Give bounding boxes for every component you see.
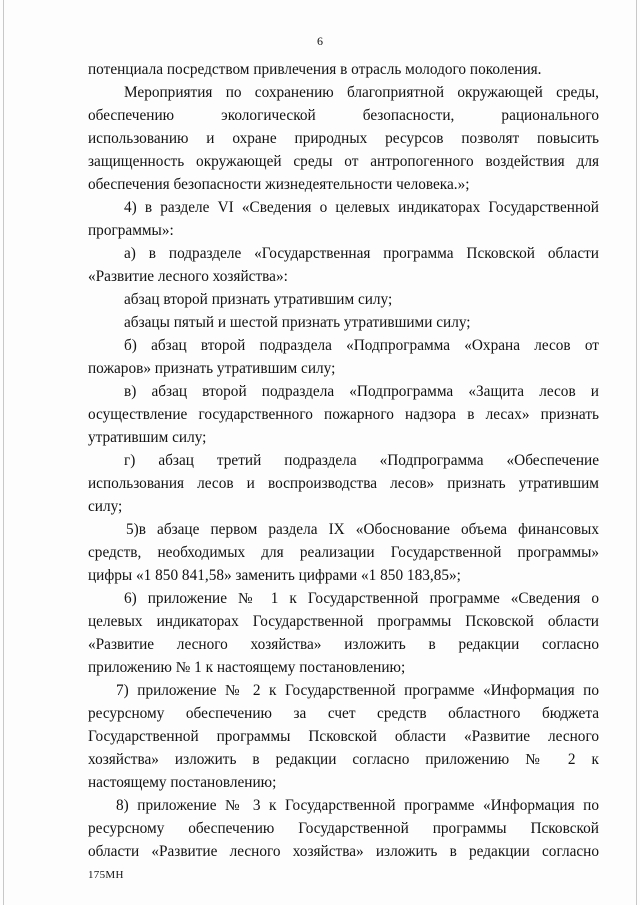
text-line: «Развитие лесного хозяйства» изложить в редакции согласно	[88, 636, 599, 653]
text-line: 7) приложение № 2 к Государственной программе «Информация по	[116, 682, 599, 699]
text-line: средств, необходимых для реализации Государственной программы»	[88, 544, 599, 561]
text-line: обеспечению экологической безопасности, рационального	[88, 107, 599, 124]
text-line: Государственной программы Псковской области «Развитие лесного	[88, 728, 599, 745]
text-line: «Развитие лесного хозяйства»:	[88, 268, 288, 285]
text-line: защищенность окружающей среды от антропогенного воздействия для	[88, 153, 599, 170]
text-line: 8) приложение № 3 к Государственной программе «Информация по	[116, 797, 599, 814]
text-line: использованию и охране природных ресурсов позволят повысить	[88, 130, 599, 147]
text-line: хозяйства» изложить в редакции согласно приложению № 2 к	[88, 751, 599, 768]
text-line: г) абзац третий подраздела «Подпрограмма «Обеспечение	[124, 452, 599, 469]
text-line: Мероприятия по сохранению благоприятной окружающей среды,	[124, 84, 599, 101]
text-line: пожаров» признать утратившим силу;	[88, 360, 336, 377]
text-line: утратившим силу;	[88, 429, 207, 446]
document-body	[88, 58, 599, 863]
text-line: 4) в разделе VI «Сведения о целевых индикаторах Государственной	[124, 199, 599, 216]
text-line: цифры «1 850 841,58» заменить цифрами «1 850 183,85»;	[88, 567, 461, 584]
text-line: а) в подразделе «Государственная программа Псковской области	[124, 245, 599, 262]
scan-edge-left	[3, 0, 4, 905]
text-line: ресурсному обеспечению за счет средств областного бюджета	[88, 705, 599, 722]
text-line: целевых индикаторах Государственной программы Псковской области	[88, 613, 599, 630]
document-code: 175МН	[88, 869, 124, 881]
text-line: настоящему постановлению;	[88, 774, 277, 791]
text-line: 6) приложение № 1 к Государственной программе «Сведения о	[124, 590, 599, 607]
text-line: абзац второй признать утратившим силу;	[124, 291, 393, 308]
text-line: абзацы пятый и шестой признать утратившими силу;	[124, 314, 471, 331]
text-line: 5)в абзаце первом раздела IX «Обоснование объема финансовых	[126, 521, 599, 538]
scan-edge-right	[636, 0, 637, 905]
text-line: б) абзац второй подраздела «Подпрограмма «Охрана лесов от	[124, 337, 599, 354]
text-line: области «Развитие лесного хозяйства» изложить в редакции согласно	[88, 843, 599, 860]
text-line: потенциала посредством привлечения в отрасль молодого поколения.	[88, 61, 542, 78]
text-line: обеспечения безопасности жизнедеятельности человека.»;	[88, 176, 470, 193]
text-line: ресурсному обеспечению Государственной программы Псковской	[88, 820, 599, 837]
page-number: 6	[317, 34, 323, 48]
text-line: осуществление государственного пожарного надзора в лесах» признать	[88, 406, 599, 423]
text-line: приложению № 1 к настоящему постановлению;	[88, 659, 406, 676]
text-line: силу;	[88, 498, 123, 515]
text-line: в) абзац второй подраздела «Подпрограмма «Защита лесов и	[124, 383, 599, 400]
text-line: программы»:	[88, 222, 174, 239]
text-line: использования лесов и воспроизводства лесов» признать утратившим	[88, 475, 599, 492]
